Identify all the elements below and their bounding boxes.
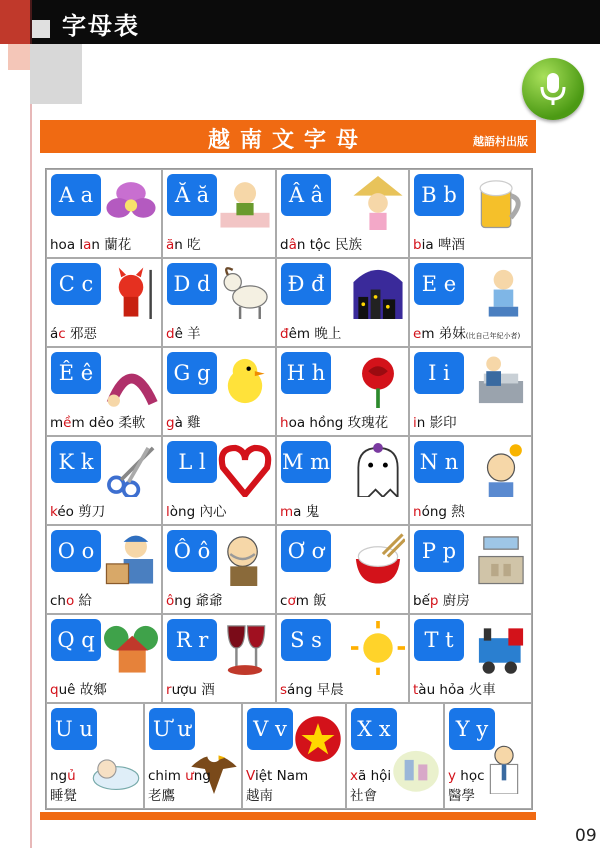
rose-icon bbox=[351, 354, 405, 408]
letter-card bbox=[162, 436, 276, 525]
letter-badge: L l bbox=[167, 441, 217, 483]
poster-title: 越南文字母 bbox=[207, 128, 368, 153]
word-caption: ăn 吃 bbox=[166, 237, 201, 253]
vietnam-flag-icon bbox=[293, 714, 343, 764]
word-caption: hoa hồng 玫瑰花 bbox=[280, 415, 389, 431]
letter-card bbox=[242, 703, 346, 809]
letter-badge: O o bbox=[51, 530, 101, 572]
yoga-icon bbox=[104, 354, 158, 408]
letter-badge: Ê ê bbox=[51, 352, 101, 394]
letter-card bbox=[276, 169, 409, 258]
letter-card bbox=[46, 436, 162, 525]
night-city-icon bbox=[351, 265, 405, 319]
letter-badge: Ơ ơ bbox=[281, 530, 331, 572]
illustration bbox=[351, 532, 405, 590]
illustration bbox=[218, 265, 272, 323]
illustration bbox=[218, 176, 272, 234]
letter-card bbox=[276, 525, 409, 614]
poster-publisher: 越語村出版 bbox=[473, 135, 528, 148]
word-caption: rượu 酒 bbox=[166, 682, 215, 698]
letter-card bbox=[409, 436, 532, 525]
word-caption: chim ưng 老鷹 bbox=[148, 768, 211, 804]
sleeping-baby-icon bbox=[91, 744, 141, 794]
goat-icon bbox=[218, 265, 272, 319]
illustration bbox=[218, 621, 272, 679]
grandpa-icon bbox=[218, 532, 272, 586]
illustration bbox=[351, 354, 405, 412]
word-caption: bia 啤酒 bbox=[413, 237, 465, 253]
poster-bottom-bar bbox=[40, 812, 536, 820]
alphabet-poster bbox=[40, 120, 536, 814]
letter-badge: Y y bbox=[449, 708, 495, 750]
copier-icon bbox=[474, 354, 528, 408]
illustration bbox=[391, 744, 441, 798]
illustration bbox=[104, 176, 158, 234]
letter-badge: I i bbox=[414, 352, 464, 394]
letter-card bbox=[162, 347, 276, 436]
letter-badge: K k bbox=[51, 441, 101, 483]
word-caption: Việt Nam 越南 bbox=[246, 768, 309, 804]
word-caption: ông 爺爺 bbox=[166, 593, 223, 609]
letter-card bbox=[46, 258, 162, 347]
word-caption: em 弟妹(比自己年紀小者) bbox=[413, 326, 521, 342]
illustration bbox=[474, 265, 528, 323]
word-caption: in 影印 bbox=[413, 415, 457, 431]
word-caption: y học 醫學 bbox=[448, 768, 485, 804]
beer-icon bbox=[474, 176, 528, 230]
letter-card bbox=[144, 703, 242, 809]
letter-badge: T t bbox=[414, 619, 464, 661]
illustration bbox=[218, 532, 272, 590]
illustration bbox=[218, 354, 272, 412]
illustration bbox=[104, 621, 158, 679]
sun-icon bbox=[351, 621, 405, 675]
illustration bbox=[474, 354, 528, 412]
letter-card bbox=[276, 436, 409, 525]
letter-badge: Â â bbox=[281, 174, 331, 216]
letter-badge: P p bbox=[414, 530, 464, 572]
illustration bbox=[293, 714, 343, 768]
word-caption: đêm 晚上 bbox=[280, 326, 342, 342]
letter-card bbox=[444, 703, 532, 809]
hot-man-icon bbox=[474, 443, 528, 497]
delivery-icon bbox=[104, 532, 158, 586]
letter-card bbox=[162, 525, 276, 614]
illustration bbox=[351, 621, 405, 679]
letter-grid bbox=[45, 168, 533, 810]
illustration bbox=[104, 443, 158, 501]
word-caption: cho 給 bbox=[50, 593, 93, 609]
kitchen-icon bbox=[474, 532, 528, 586]
letter-badge: Ô ô bbox=[167, 530, 217, 572]
letter-card bbox=[276, 614, 409, 703]
letter-badge: C c bbox=[51, 263, 101, 305]
girl-hat-icon bbox=[351, 176, 405, 230]
word-caption: tàu hỏa 火車 bbox=[413, 682, 496, 698]
heart-icon bbox=[218, 443, 272, 497]
letter-badge: S s bbox=[281, 619, 331, 661]
decor-block bbox=[30, 44, 82, 104]
letter-badge: B b bbox=[414, 174, 464, 216]
letter-badge: Q q bbox=[51, 619, 101, 661]
poster-banner bbox=[40, 120, 536, 153]
letter-badge: G g bbox=[167, 352, 217, 394]
letter-badge: E e bbox=[414, 263, 464, 305]
rice-bowl-icon bbox=[351, 532, 405, 586]
side-rule bbox=[30, 0, 32, 848]
illustration bbox=[479, 744, 529, 798]
illustration bbox=[91, 744, 141, 798]
letter-badge: Ư ư bbox=[149, 708, 195, 750]
word-caption: sáng 早晨 bbox=[280, 682, 344, 698]
illustration bbox=[351, 265, 405, 323]
letter-badge: X x bbox=[351, 708, 397, 750]
header-accent bbox=[0, 0, 30, 44]
illustration bbox=[474, 443, 528, 501]
page-number: 09 bbox=[575, 826, 597, 846]
letter-card bbox=[46, 169, 162, 258]
header-square bbox=[32, 20, 50, 38]
word-caption: cơm 飯 bbox=[280, 593, 327, 609]
word-caption: bếp 廚房 bbox=[413, 593, 470, 609]
word-caption: quê 故鄉 bbox=[50, 682, 107, 698]
letter-badge: M m bbox=[281, 441, 331, 483]
illustration bbox=[218, 443, 272, 501]
letter-badge: N n bbox=[414, 441, 464, 483]
letter-card bbox=[276, 347, 409, 436]
letter-badge: Ă ă bbox=[167, 174, 217, 216]
letter-card bbox=[46, 614, 162, 703]
child-icon bbox=[474, 265, 528, 319]
word-caption: dê 羊 bbox=[166, 326, 201, 342]
decor-block bbox=[8, 44, 30, 70]
illustration bbox=[474, 621, 528, 679]
letter-card bbox=[409, 169, 532, 258]
orchid-icon bbox=[104, 176, 158, 230]
letter-badge: V v bbox=[247, 708, 293, 750]
wine-icon bbox=[218, 621, 272, 675]
house-icon bbox=[104, 621, 158, 675]
word-caption: dân tộc 民族 bbox=[280, 237, 362, 253]
illustration bbox=[474, 532, 528, 590]
word-caption: ma 鬼 bbox=[280, 504, 320, 520]
letter-card bbox=[46, 703, 144, 809]
word-caption: hoa lan 蘭花 bbox=[50, 237, 132, 253]
letter-card bbox=[409, 258, 532, 347]
eating-icon bbox=[218, 176, 272, 230]
doctor-icon bbox=[479, 744, 529, 794]
letter-badge: D d bbox=[167, 263, 217, 305]
illustration bbox=[474, 176, 528, 234]
letter-card bbox=[162, 614, 276, 703]
microphone-button[interactable] bbox=[522, 58, 584, 120]
train-icon bbox=[474, 621, 528, 675]
letter-card bbox=[46, 525, 162, 614]
word-caption: ác 邪惡 bbox=[50, 326, 98, 342]
word-caption: lòng 內心 bbox=[166, 504, 227, 520]
illustration bbox=[104, 265, 158, 323]
letter-card bbox=[162, 258, 276, 347]
letter-card bbox=[276, 258, 409, 347]
letter-card bbox=[162, 169, 276, 258]
word-caption: xã hội 社會 bbox=[350, 768, 392, 804]
letter-badge: R r bbox=[167, 619, 217, 661]
word-caption: kéo 剪刀 bbox=[50, 504, 106, 520]
letter-card bbox=[346, 703, 444, 809]
illustration bbox=[351, 176, 405, 234]
word-caption: nóng 熱 bbox=[413, 504, 465, 520]
letter-badge: A a bbox=[51, 174, 101, 216]
society-icon bbox=[391, 744, 441, 794]
letter-card bbox=[409, 525, 532, 614]
microphone-icon bbox=[538, 71, 568, 107]
ghost-icon bbox=[351, 443, 405, 497]
devil-icon bbox=[104, 265, 158, 319]
letter-badge: Đ đ bbox=[281, 263, 331, 305]
letter-card bbox=[46, 347, 162, 436]
word-caption: ngủ 睡覺 bbox=[50, 768, 77, 804]
word-caption: mềm dẻo 柔軟 bbox=[50, 415, 146, 431]
letter-card bbox=[409, 614, 532, 703]
illustration bbox=[104, 532, 158, 590]
chick-icon bbox=[218, 354, 272, 408]
illustration bbox=[351, 443, 405, 501]
letter-badge: H h bbox=[281, 352, 331, 394]
page-title: 字母表 bbox=[62, 12, 140, 40]
caption-note: (比自己年紀小者) bbox=[465, 332, 521, 340]
letter-card bbox=[409, 347, 532, 436]
word-caption: gà 雞 bbox=[166, 415, 201, 431]
scissors-icon bbox=[104, 443, 158, 497]
letter-badge: U u bbox=[51, 708, 97, 750]
illustration bbox=[104, 354, 158, 412]
